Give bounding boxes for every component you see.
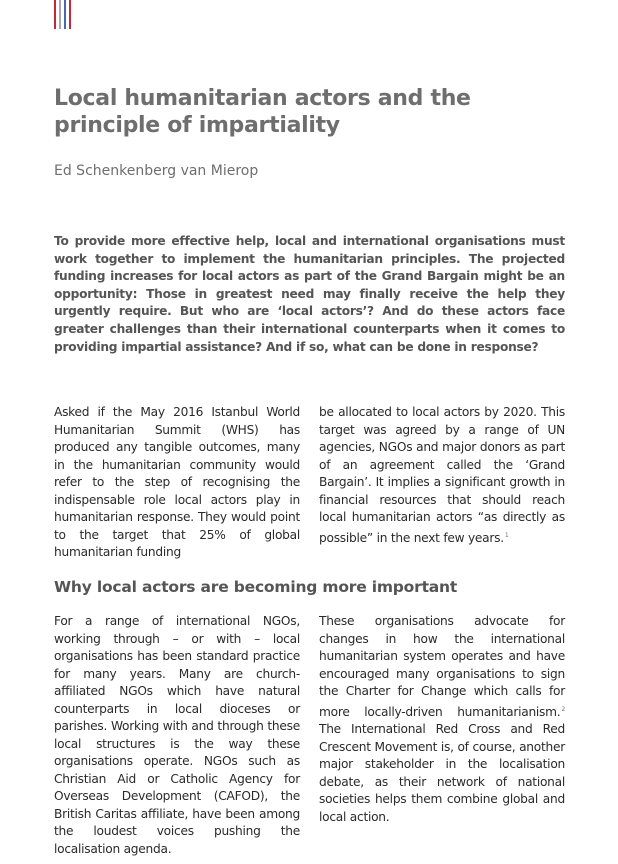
intro-left-column: Asked if the May 2016 Istanbul World Humanitarian Summit (WHS) has produced any tangible outcomes, many in the humanitarian community would refer to the step of recognising the indispensable role local actors play in humanitarian response. They would point to the target that 25% of global humanitarian funding [54,405,300,559]
footnote-ref-1[interactable]: 1 [504,531,509,539]
lead-paragraph: To provide more effective help, local and international organisations must work together to implement the humanitarian principles. The projected funding increases for local actors as part of the Grand Bargain might be an opportunity: Those in greatest need may finally receive the help they urgently require. But who are ‘local actors’? And do these actors face greater challenges than their international counterparts when it comes to providing impartial assistance? And if so, what can be done in response? [54,234,565,354]
article-title: Local humanitarian actors and the principle of impartiality [54,86,471,138]
color-mark [59,0,61,29]
color-bar-marks [54,0,71,29]
section-left-column: For a range of international NGOs, working through – or with – local organisations has been standard practice for many years. Many are church-affiliated NGOs which have natural counterparts in local dioceses or parishes. Working with and through these local structures is the way these organisations operate. NGOs such as Christian Aid or Catholic Agency for Overseas Development (CAFOD), the British Caritas affiliate, have been among the loudest voices pushing the localisation agenda. [54,614,300,856]
section-right-text-2: The International Red Cross and Red Crescent Movement is, of course, another major stakeholder in the localisation debate, as their network of national societies helps them combine global and local action. [319,722,565,824]
intro-right-column [319,404,565,547]
intro-right-text: be allocated to local actors by 2020. This target was agreed by a range of UN agencies, NGOs and major donors as part of an agreement called the ‘Grand Bargain’. It implies a significant growth in financial resources that should reach local humanitarian actors “as directly as possible” in the next few years. [319,405,565,545]
color-mark [54,0,56,29]
footnote-ref-2[interactable]: 2 [561,705,565,713]
color-mark [69,0,71,29]
author-name: Ed Schenkenberg van Mierop [54,163,259,179]
section-right-text-1: These organisations advocate for changes in how the international humanitarian system operates and have encouraged many organisations to sign the Charter for Change which calls for more locally-driven humanitarianism. [319,614,565,719]
color-mark [64,0,66,29]
section-heading: Why local actors are becoming more important [54,578,458,596]
section-right-column [319,613,565,826]
